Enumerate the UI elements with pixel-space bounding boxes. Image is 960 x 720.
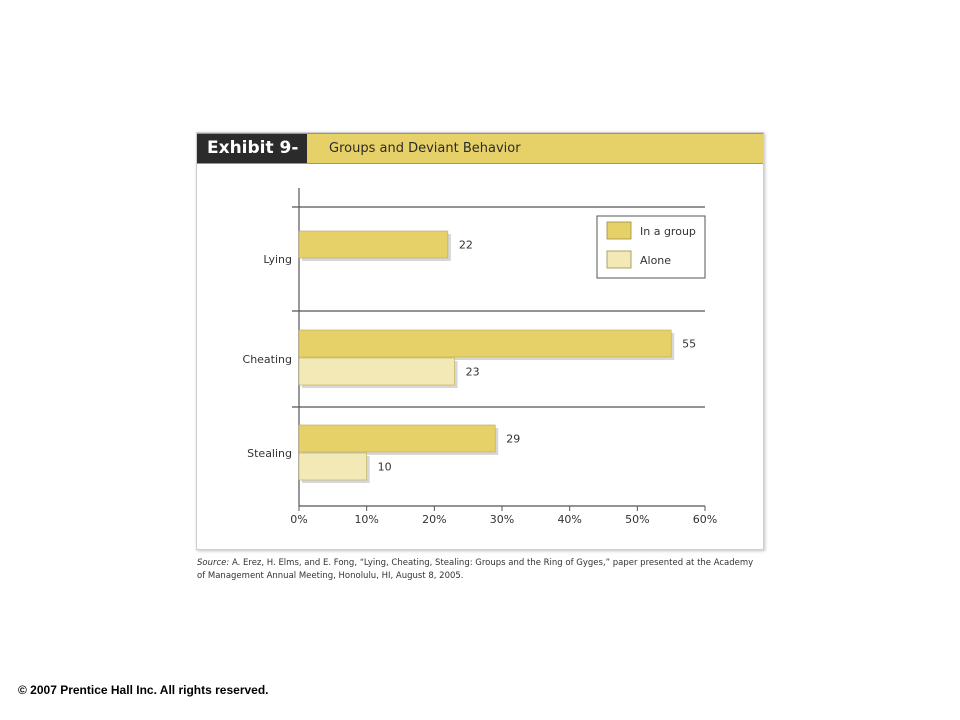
exhibit-label: Exhibit 9-6 [197,134,307,163]
x-tick-label: 40% [557,513,582,526]
legend-label: In a group [640,225,696,238]
category-labels [243,253,292,460]
source-note [197,557,757,583]
source-prefix: Source: [197,558,230,568]
x-tick-label: 30% [489,513,515,526]
x-tick-label: 50% [625,513,650,526]
bar-data-label: 22 [458,238,473,252]
bar [299,358,455,385]
legend-swatch [607,251,631,268]
legend-label: Alone [640,254,672,267]
bar-data-label: 29 [506,432,521,446]
x-axis-ticks [290,506,717,526]
bar-data-label: 23 [465,365,480,379]
legend [597,216,705,278]
copyright-notice: © 2007 Prentice Hall Inc. All rights reserved. [18,683,269,697]
bar-data-label: 55 [682,337,697,351]
category-label: Cheating [242,353,292,366]
bar [299,425,495,452]
legend-swatch [607,222,631,239]
x-tick-label: 10% [354,513,379,526]
bar-data-label: 10 [377,460,392,474]
x-tick-label: 60% [692,513,718,526]
source-text: A. Erez, H. Elms, and E. Fong, “Lying, Cheating, Stealing: Groups and the Ring of Gyges,” paper presented at the Academy of Management Annual Meeting, Honolulu, HI, August 8, 2005. [197,558,754,581]
category-label: Lying [263,253,292,266]
category-label: Stealing [247,447,292,460]
bar [299,453,367,480]
bar [299,231,448,258]
exhibit-title: Groups and Deviant Behavior [329,141,521,156]
x-tick-label: 20% [422,513,447,526]
x-tick-label: 0% [290,513,308,526]
bar [299,330,671,357]
